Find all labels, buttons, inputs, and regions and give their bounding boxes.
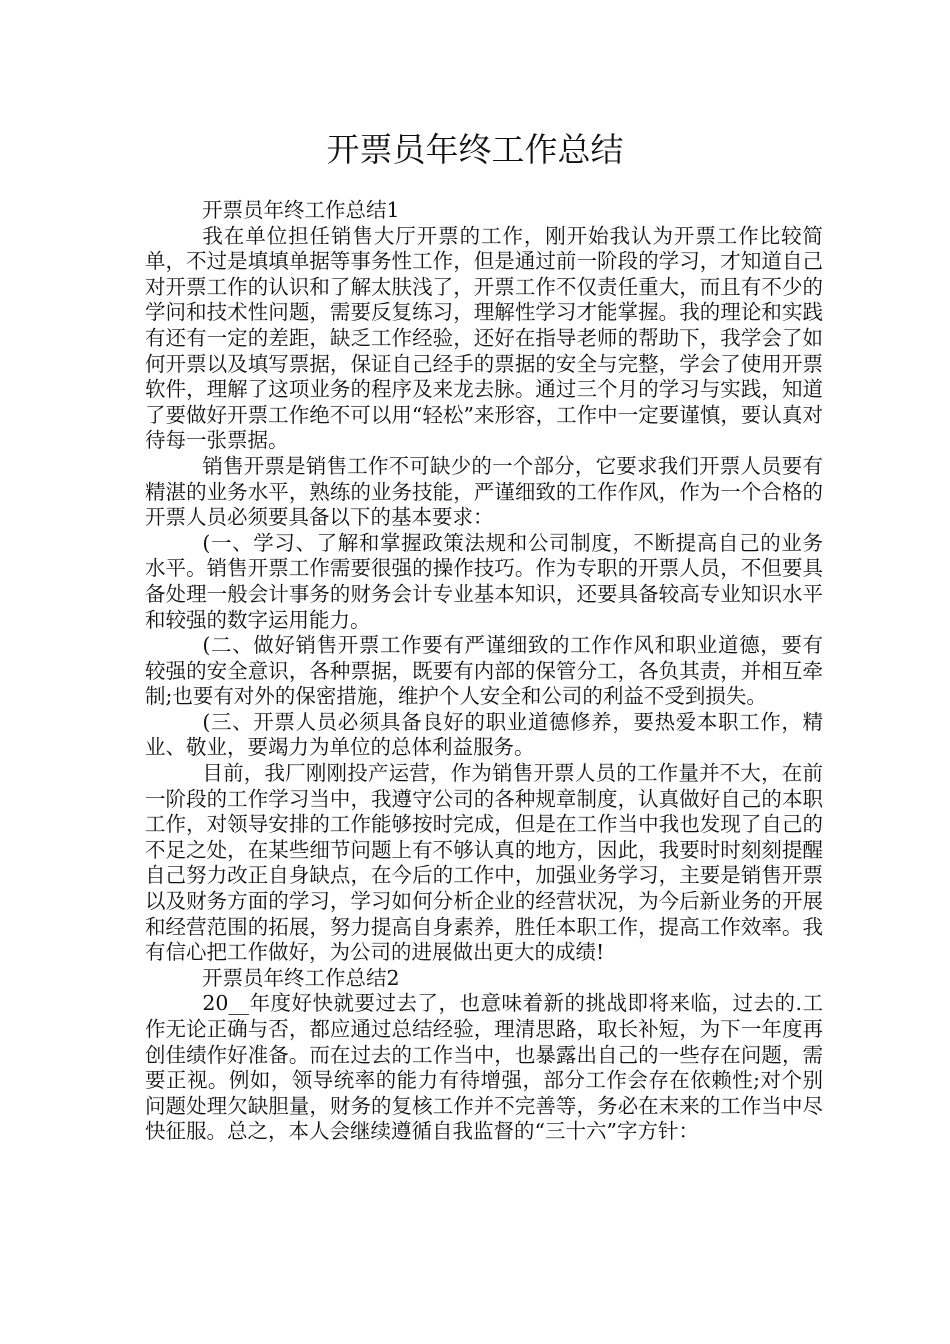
paragraph: 目前，我厂刚刚投产运营，作为销售开票人员的工作量并不大，在前一阶段的工作学习当中，我遵守公司的各种规章制度，认真做好自己的本职工作，对领导安排的工作能够按时完成，但是在工作当中我也发现了自己的不足之处，在某些细节问题上有不够认真的地方，因此，我要时时刻刻提醒自己努力改正自身缺点，在今后的工作中，加强业务学习，主要是销售开票以及财务方面的学习，学习如何分析企业的经营状况，为今后新业务的开展和经营范围的拓展，努力提高自身素养，胜任本职工作，提高工作效率。我有信心把工作做好，为公司的进展做出更大的成绩! (145, 761, 823, 965)
section-heading-1: 开票员年终工作总结1 (202, 198, 400, 222)
paragraph: (一、学习、了解和掌握政策法规和公司制度，不断提高自己的业务水平。销售开票工作需要很强的操作技巧。作为专职的开票人员，不但要具备处理一般会计事务的财务会计专业基本知识，还要具备较高专业知识水平和较强的数字运用能力。 (145, 530, 823, 632)
paragraph: 销售开票是销售工作不可缺少的一个部分，它要求我们开票人员要有精湛的业务水平，熟练的业务技能，严谨细致的工作作风，作为一个合格的开票人员必须要具备以下的基本要求： (145, 453, 823, 530)
paragraph: (二、做好销售开票工作要有严谨细致的工作作风和职业道德，要有较强的安全意识，各种票据，既要有内部的保管分工，各负其责，并相互牵制;也要有对外的保密措施，维护个人安全和公司的利益不受到损失。 (145, 633, 823, 709)
document-body (145, 198, 823, 1145)
paragraph: (三、开票人员必须具备良好的职业道德修养，要热爱本职工作，精业、敬业，要竭力为单位的总体利益服务。 (145, 709, 823, 760)
paragraph: 我在单位担任销售大厅开票的工作，刚开始我认为开票工作比较简单，不过是填填单据等事务性工作，但是通过前一阶段的学习，才知道自己对开票工作的认识和了解太肤浅了，开票工作不仅责任重大，而且有不少的学问和技术性问题，需要反复练习，理解性学习才能掌握。我的理论和实践有还有一定的差距，缺乏工作经验，还好在指导老师的帮助下，我学会了如何开票以及填写票据，保证自己经手的票据的安全与完整，学会了使用开票软件，理解了这项业务的程序及来龙去脉。通过三个月的学习与实践，知道了要做好开票工作绝不可以用“轻松”来形容，工作中一定要谨慎，要认真对待每一张票据。 (145, 223, 823, 453)
section-heading-2: 开票员年终工作总结2 (202, 965, 400, 990)
document-title: 开票员年终工作总结 (326, 130, 624, 169)
paragraph: 20__年度好快就要过去了，也意味着新的挑战即将来临，过去的.工作无论正确与否，都应通过总结经验，理清思路，取长补短，为下一年度再创佳绩作好准备。而在过去的工作当中，也暴露出自己的一些存在问题，需要正视。例如，领导统率的能力有待增强，部分工作会存在依赖性;对个别问题处理欠缺胆量，财务的复核工作并不完善等，务必在末来的工作当中尽快征服。总之，本人会继续遵循自我监督的“三十六”字方针： (145, 991, 823, 1144)
